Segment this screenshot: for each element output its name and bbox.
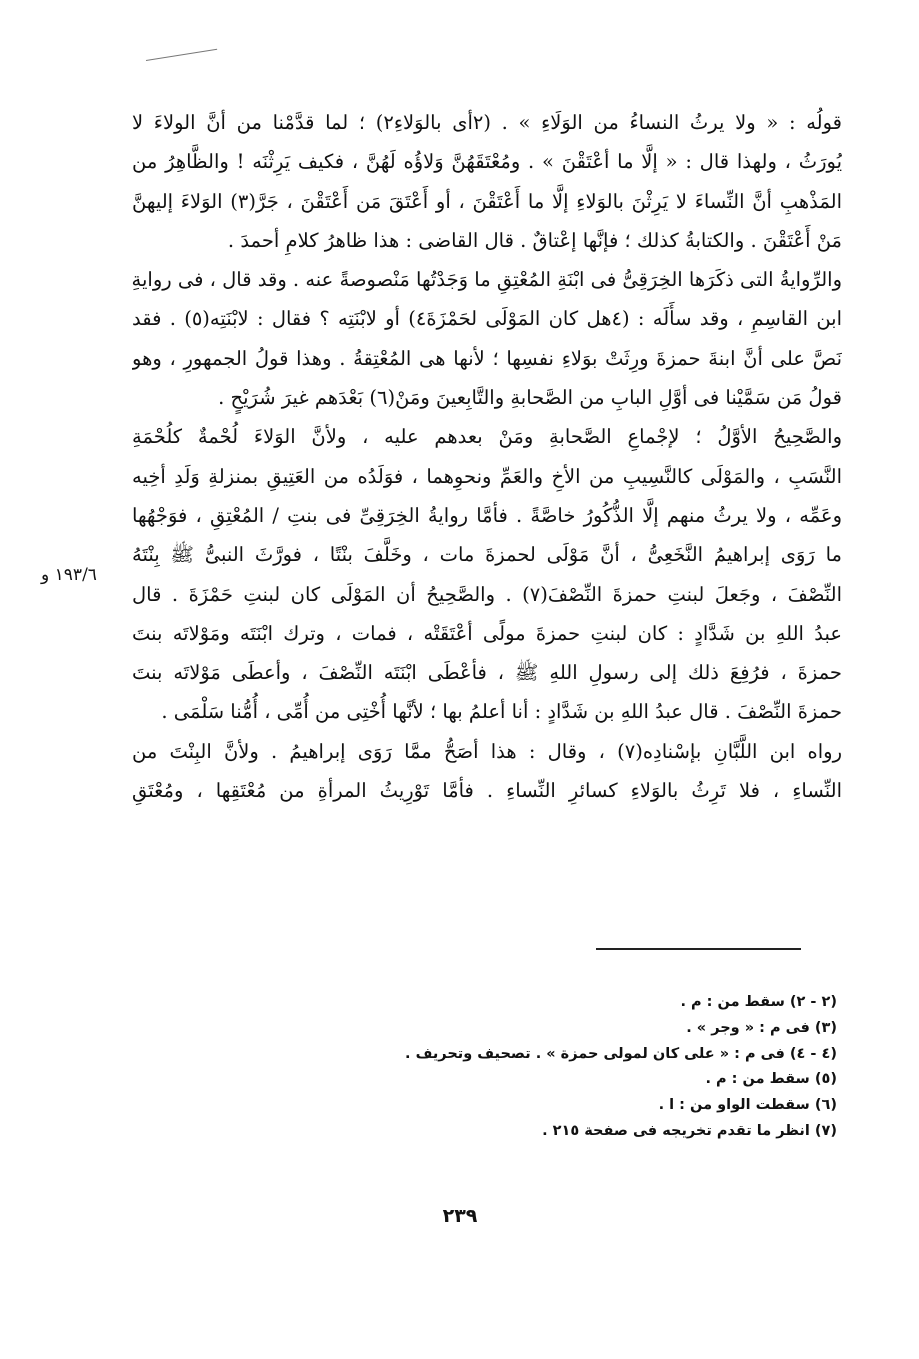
text-line: يُورَثُ ، ولهذا قال : « إلَّا ما أعْتَقْنَ » . ومُعْتَقَهُنَّ وَلاؤُه لَهُنَّ ، فكيف يَرِثْنَه ! والظَّاهِرُ من xyxy=(132,150,842,174)
footnote: (٣) فى م : « وجر » . xyxy=(686,1019,837,1036)
text-line: وعَمِّه ، ولا يرثُ منهم إلَّا الذُّكُورُ خاصَّةً . فأمَّا روايةُ الخِرَقِىِّ فى بنتِ / المُعْتِقِ ، فوَجْهُها xyxy=(132,503,842,527)
scan-pencil-mark xyxy=(146,49,217,61)
text-line: ما رَوَى إبراهيمُ النَّخَعِىُّ ، أنَّ مَوْلَى لحمزةَ مات ، وخَلَّفَ بنْتًا ، فورَّثَ النبىُّ ﷺ بِنْتَهُ xyxy=(132,543,842,567)
main-text-body xyxy=(132,103,842,810)
text-line: حمزةَ ، فرُفِعَ ذلك إلى رسولِ اللهِ ﷺ ، فأعْطَى ابْنَتَه النِّصْفَ ، وأعطَى مَوْلاتَه بنتَ xyxy=(132,661,842,685)
text-line: النِّصْفَ ، وجَعلَ لبنتِ حمزةَ النِّصْفَ(٧) . والصَّحِيحُ أن المَوْلَى كان لبنتِ حَمْزَةَ . قال xyxy=(132,582,842,606)
page-number: ٢٣٩ xyxy=(442,1205,478,1227)
text-line: ابن القاسِمِ ، وقد سأَلَه : (٤هل كان المَوْلَى لحَمْزَةَ٤) أو لابْنَتِه ؟ فقال : لابْنَتِه(٥) . فقد xyxy=(132,307,842,331)
footnote: (٥) سقط من : م . xyxy=(705,1071,837,1088)
margin-page-reference: ١٩٣/٦ و xyxy=(41,565,97,585)
footnote: (٧) انظر ما تقدم تخريجه فى صفحة ٢١٥ . xyxy=(542,1122,837,1139)
text-line: مَنْ أَعْتَقْنَ . والكتابةُ كذلك ؛ فإنَّها إعْتاقٌ . قال القاضى : هذا ظاهرُ كلامِ أحمدَ . xyxy=(227,228,842,252)
text-line: قولُه : « ولا يرثُ النساءُ من الوَلَاءِ » . (٢أى بالوَلاءِ٢) ؛ لما قدَّمْنا من أنَّ الولاءَ لا xyxy=(132,111,842,134)
text-line: والصَّحِيحُ الأوَّلُ ؛ لإجْماعِ الصَّحابةِ ومَنْ بعدهم عليه ، ولأنَّ الوَلاءَ لُحْمةٌ كلُحْمَةِ xyxy=(132,425,842,449)
text-line: النَّسَبِ ، والمَوْلَى كالنَّسِيبِ من الأخِ والعَمِّ ونحوِهما ، فوَلَدُه من العَتِيقِ بمنزلةِ وَلَدِ أخِيه xyxy=(132,464,842,488)
text-line: قولُ مَن سَمَّيْنا فى أوَّلِ البابِ من الصَّحابةِ والتَّابِعينَ ومَنْ(٦) بَعْدَهم غيرَ شُرَيْحٍ . xyxy=(218,386,842,410)
text-line: والرِّوايةُ التى ذكَرَها الخِرَقِىُّ فى ابْنَةِ المُعْتِقِ ما وَجَدْتُها مَنْصوصةً عنه . وقد قال ، فى روايةِ xyxy=(132,268,842,292)
text-line: المَذْهبِ أنَّ النِّساءَ لا يَرِثْنَ بالوَلاءِ إلَّا ما أَعْتَقْنَ ، أو أَعْتَقَ مَن أَعْتَقْنَ ، جَرَّ(٣) الوَلاءَ إليهنَّ xyxy=(132,189,842,213)
footnote: (٢ - ٢) سقط من : م . xyxy=(680,994,837,1010)
footnote: (٤ - ٤) فى م : « على كان لمولى حمزة » . تصحيف وتحريف . xyxy=(405,1045,837,1062)
footnote: (٦) سقطت الواو من : ا . xyxy=(658,1097,837,1114)
text-line: عبدُ اللهِ بن شَدَّادٍ : كان لبنتِ حمزةَ مولًى أعْتَقَتْه ، فمات ، وترك ابْنَتَه ومَوْلاتَه بنتَ xyxy=(132,621,842,645)
text-line: نَصَّ على أنَّ ابنةَ حمزةَ ورِثَتْ بوَلاءِ نفسِها ؛ لأنها هى المُعْتِقةُ . وهذا قولُ الجمهورِ ، وهو xyxy=(132,346,842,370)
text-line: حمزةَ النِّصْفَ . قال عبدُ اللهِ بن شَدَّادٍ : أنا أعلمُ بها ؛ لأنَّها أُخْتِى من أُمِّى ، أُمُّنا سَلْمَى . xyxy=(161,700,842,724)
text-line: النِّساءِ ، فلا تَرِثُ بالوَلاءِ كسائرِ النِّساءِ . فأمَّا تَوْرِيثُ المرأةِ من مُعْتَقِها ، ومُعْتَقِ xyxy=(132,779,842,803)
footnote-separator xyxy=(596,948,801,950)
text-line: رواه ابن اللَّبَّانِ بإسْنادِه(٧) ، وقال : هذا أصَحُّ ممَّا رَوَى إبراهيمُ . ولأنَّ البِنْتَ من xyxy=(132,739,842,763)
footnotes xyxy=(360,990,837,1145)
